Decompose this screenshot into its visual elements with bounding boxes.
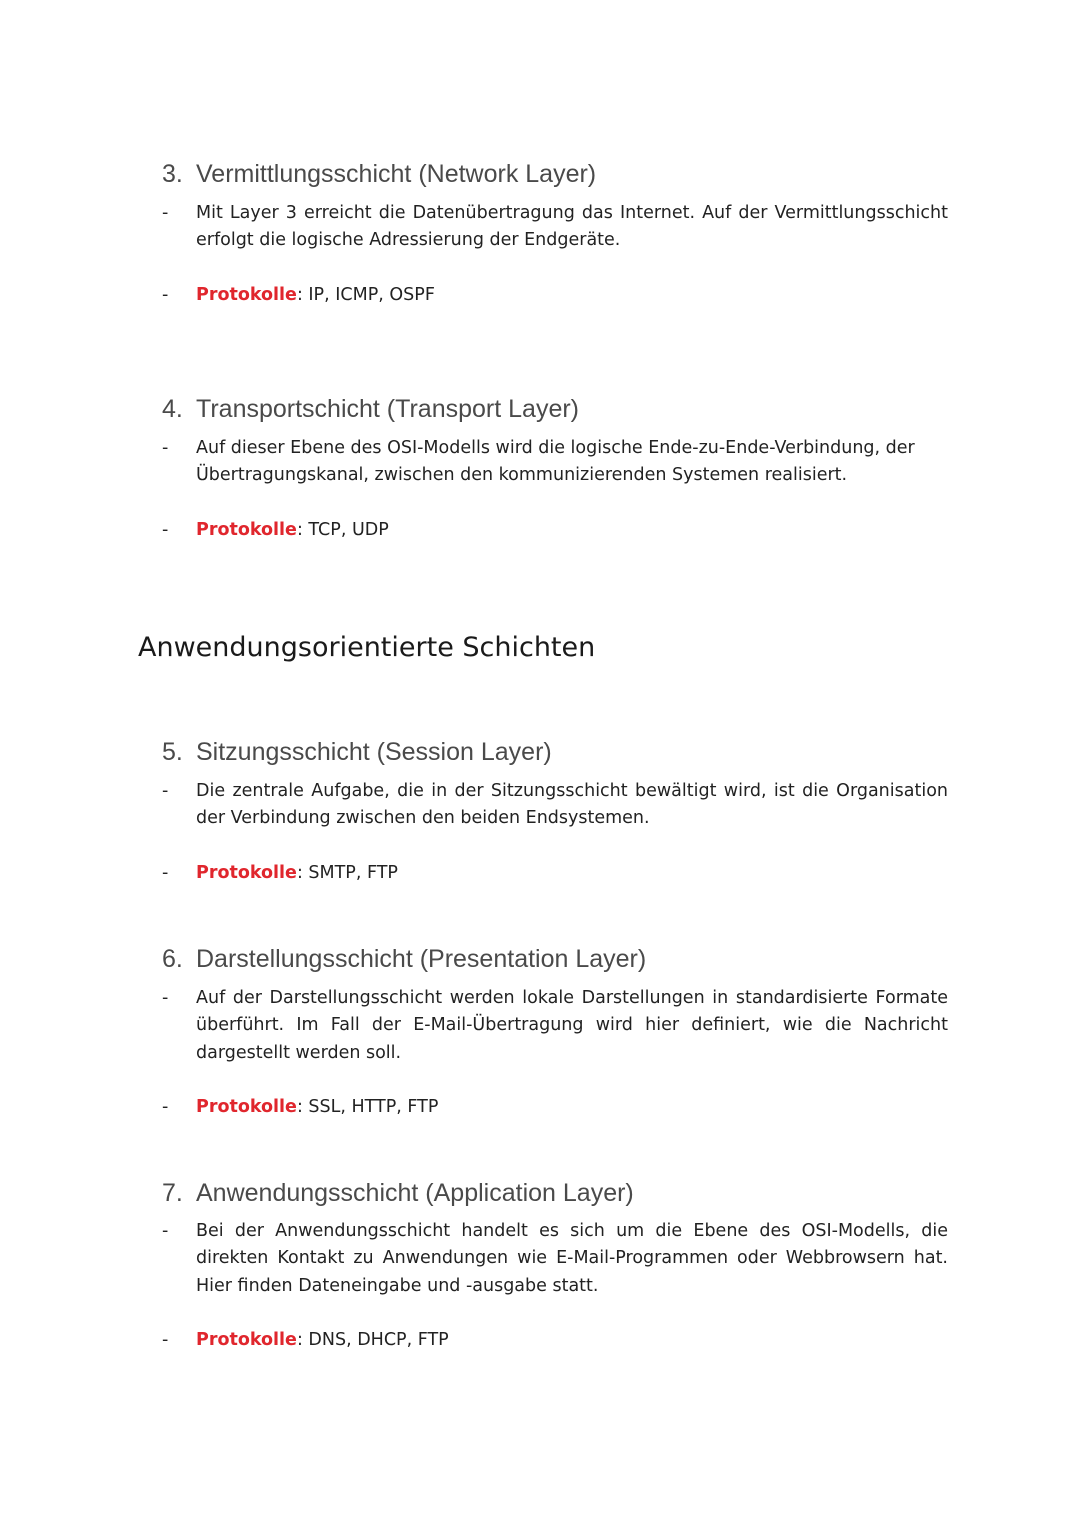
layer-number: 5. xyxy=(162,738,183,766)
protocols-list: : IP, ICMP, OSPF xyxy=(296,285,435,305)
layer-title: Sitzungsschicht (Session Layer) xyxy=(196,738,552,766)
protocols-list: : SSL, HTTP, FTP xyxy=(296,1097,439,1117)
protocols-line xyxy=(196,1094,948,1121)
layer-4-heading xyxy=(162,395,579,424)
bullet-dash: - xyxy=(162,863,169,883)
layer-title: Transportschicht (Transport Layer) xyxy=(196,395,579,423)
description-text: Auf der Darstellungsschicht werden lokale Darstellungen in standardisierte Formate überführt. Im Fall der E-Mail-Übertragung wird hier definiert, wie die Nachricht dargestellt werden soll. xyxy=(196,988,948,1063)
layer-5-heading xyxy=(162,738,552,767)
layer-6-heading xyxy=(162,945,646,974)
bullet-dash: - xyxy=(162,520,169,540)
layer-number: 3. xyxy=(162,160,183,188)
protocols-list: : SMTP, FTP xyxy=(296,863,398,883)
layer-number: 7. xyxy=(162,1179,183,1207)
bullet-dash: - xyxy=(162,1330,169,1350)
bullet-dash: - xyxy=(162,781,169,801)
layer-7-description xyxy=(162,1218,948,1300)
protocols-line xyxy=(196,282,948,309)
bullet-dash: - xyxy=(162,988,169,1008)
layer-3-heading xyxy=(162,160,596,189)
section-heading: Anwendungsorientierte Schichten xyxy=(138,632,596,663)
layer-title: Anwendungsschicht (Application Layer) xyxy=(196,1179,634,1207)
layer-6-protocols xyxy=(162,1094,948,1121)
description-text: Auf dieser Ebene des OSI-Modells wird die logische Ende-zu-Ende-Verbindung, der Übertragungskanal, zwischen den kommunizierenden Systemen realisiert. xyxy=(196,438,915,486)
bullet-dash: - xyxy=(162,1097,169,1117)
layer-3-description xyxy=(162,200,948,255)
layer-7-protocols xyxy=(162,1327,948,1354)
description-text: Mit Layer 3 erreicht die Datenübertragung das Internet. Auf der Vermittlungsschicht erfolgt die logische Adressierung der Endgeräte. xyxy=(196,203,948,251)
layer-4-protocols xyxy=(162,517,948,544)
protocols-list: : DNS, DHCP, FTP xyxy=(296,1330,449,1350)
description-text: Die zentrale Aufgabe, die in der Sitzungsschicht bewältigt wird, ist die Organisation der Verbindung zwischen den beiden Endsystemen. xyxy=(196,781,948,829)
layer-3-protocols xyxy=(162,282,948,309)
layer-title: Vermittlungsschicht (Network Layer) xyxy=(196,160,597,188)
protocols-line xyxy=(196,1327,948,1354)
description-text: Bei der Anwendungsschicht handelt es sich um die Ebene des OSI-Modells, die direkten Kontakt zu Anwendungen wie E-Mail-Programmen oder Webbrowsern hat. Hier finden Dateneingabe und -ausgabe statt. xyxy=(196,1221,948,1296)
layer-5-protocols xyxy=(162,860,948,887)
bullet-dash: - xyxy=(162,203,169,223)
layer-number: 4. xyxy=(162,395,183,423)
layer-5-description xyxy=(162,778,948,833)
protocols-label: Protokolle xyxy=(196,863,297,883)
protocols-line xyxy=(196,860,948,887)
protocols-label: Protokolle xyxy=(196,285,297,305)
layer-title: Darstellungsschicht (Presentation Layer) xyxy=(196,945,647,973)
bullet-dash: - xyxy=(162,1221,169,1241)
bullet-dash: - xyxy=(162,438,169,458)
protocols-label: Protokolle xyxy=(196,520,297,540)
layer-6-description xyxy=(162,985,948,1067)
protocols-line xyxy=(196,517,948,544)
protocols-list: : TCP, UDP xyxy=(296,520,389,540)
layer-number: 6. xyxy=(162,945,183,973)
layer-7-heading xyxy=(162,1179,634,1208)
protocols-label: Protokolle xyxy=(196,1330,297,1350)
protocols-label: Protokolle xyxy=(196,1097,297,1117)
layer-4-description xyxy=(162,435,948,490)
bullet-dash: - xyxy=(162,285,169,305)
